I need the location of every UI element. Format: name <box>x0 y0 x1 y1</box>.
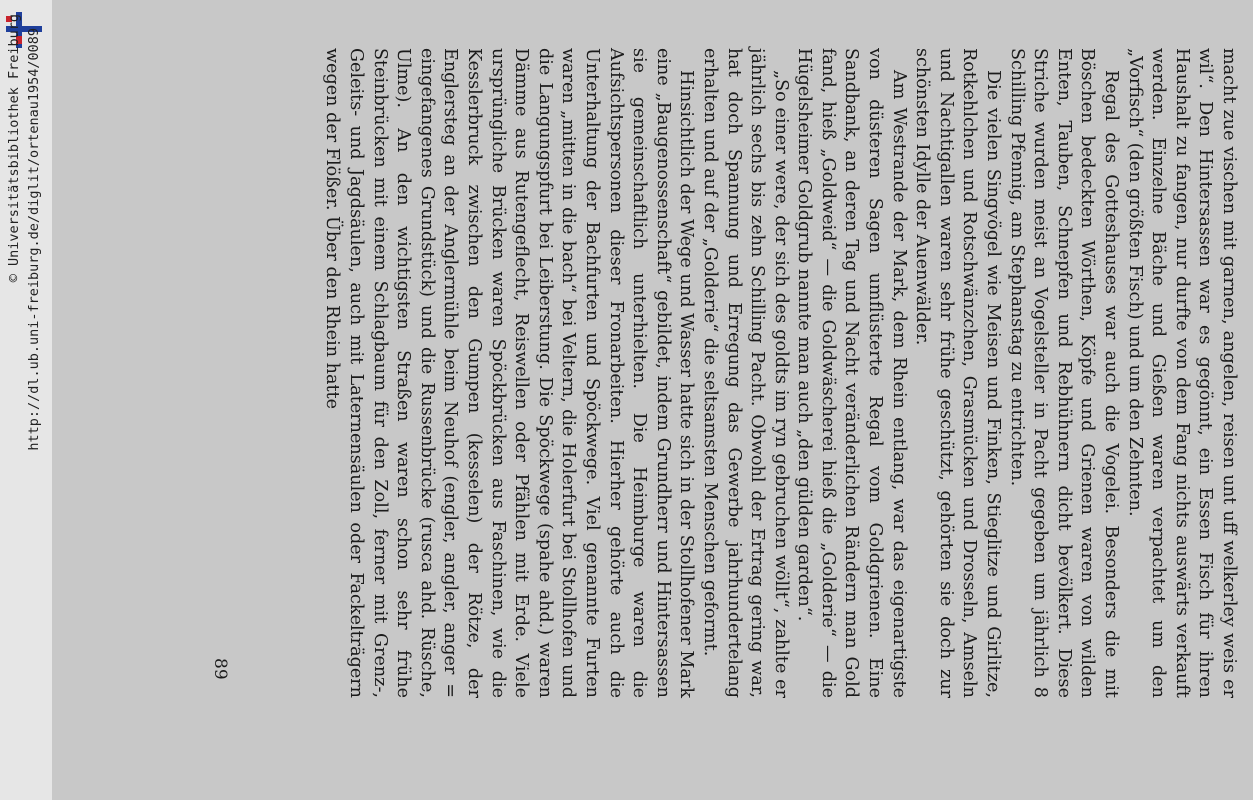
rotated-text-block <box>200 48 1240 768</box>
watermark-copyright: © Universitätsbibliothek Freiburg <box>6 14 22 283</box>
watermark <box>0 0 52 800</box>
paragraph-3: Die vielen Singvögel wie Meisen und Finken, Stieglitze und Girlitze, Rotkehlchen und Rotschwänzchen, Grasmücken und Drosseln, Amseln und Nachtigallen waren sehr frühe geschützt, gehörten sie doch zur schönsten Idylle der Auenwälder. <box>912 48 1004 698</box>
paragraph-5: „So einer were, der sich des goldts im ryn gebruchen wöllt“, zahlte er jährlich sechs bis zehn Schilling Pacht. Obwohl der Ertrag gering war, hat doch Spannung und Erregung das Gewerbe jahrhundertelang erhalten und auf der „Golderie“ die seltsamsten Menschen geformt. <box>699 48 791 698</box>
paragraph-1: macht zue vischen mit garnen, angelen, reisen unt uff welkerley weis er wil“. Den Hintersassen war es gegönnt, ein Essen Fisch für ihren Haushalt zu fangen, nur durfte von dem Fang nichts auswärts verkauft werden. Einzelne Bäche und Gießen waren verpachtet um den „Vorfisch“ (den größten Fisch) und um den Zehnten. <box>1124 48 1239 698</box>
paragraph-2: Regal des Gotteshauses war auch die Vogelei. Besonders die mit Böschen bedeckten Wörthen, Köpfe und Grienen waren von wilden Enten, Tauben, Schnepfen und Rebhühnern dicht bevölkert. Diese Striche wurden meist an Vogelsteller in Pacht gegeben um jährlich 8 Schilling Pfennig, am Stephanstag zu entrichten. <box>1006 48 1122 698</box>
page-body-text <box>320 48 1240 698</box>
left-margin-strip <box>0 0 52 800</box>
watermark-url: http://dl.ub.uni-freiburg.de/diglit/ortenau1954/0089 <box>26 28 42 451</box>
paragraph-4: Am Westrande der Mark, dem Rhein entlang, war das eigenartigste von düsteren Sagen umflüsterte Regal vom Goldgrienen. Eine Sandbank, an deren Tag und Nacht veränderlichen Rändern man Gold fand, hieß „Goldweid“ — die Goldwäscherei hieß die „Golderie“ — die Hügelsheimer Goldgrub nannte man auch „den gülden garden“. <box>794 48 909 698</box>
page-number: 89 <box>210 658 230 680</box>
paragraph-6: Hinsichtlich der Wege und Wasser hatte sich in der Stollhofener Mark eine „Baugenossenschaft“ gebildet, indem Grundherr und Hintersassen sie gemeinschaftlich unterhielten. Die Heimburge waren die Aufsichtspersonen dieser Fronarbeiten. Hierher gehörte auch die Unterhaltung der Bachfurten und Spöckwege. Viel genannte Furten waren „mitten in die bach“ bei Veltern, die Holerfurt bei Stollhofen und die Langungspfurt bei Leiberstung. Die Spöckwege (spahe ahd.) waren Dämme aus Rutengeflecht, Reiswellen oder Pfählen mit Erde. Viele ursprüngliche Brücken waren Spöckbrücken aus Faschinen, wie die Kesslerbruck zwischen den Gumpen (kesselen) der Rötze, der Englersteg an der Anglermühle beim Neuhof (engler, angler, anger = eingefangenes Grundstück) und die Russenbrücke (rusca ahd. Rüsche, Ulme). An den wichtigsten Straßen waren schon sehr frühe Steinbrücken mit einem Schlagbaum für den Zoll, ferner mit Grenz-, Geleits- und Jagdsäulen, auch mit Laternensäulen oder Fackelträgern wegen der Flößer. Über den Rhein hatte <box>322 48 697 698</box>
scanned-page <box>52 0 1253 800</box>
